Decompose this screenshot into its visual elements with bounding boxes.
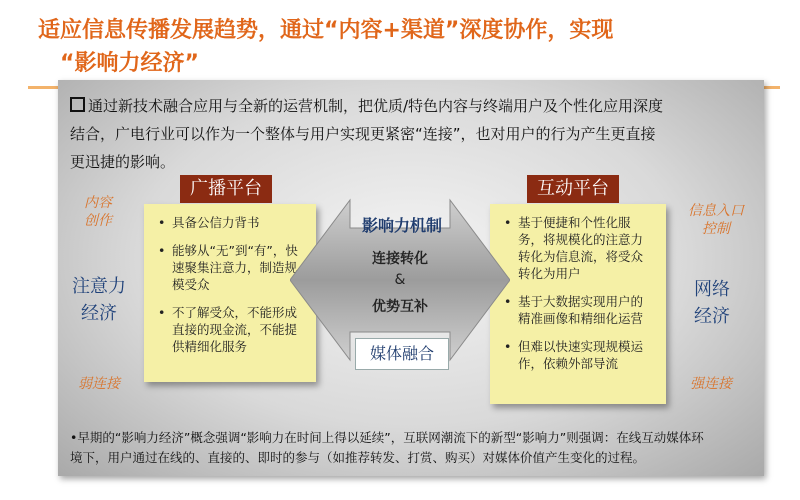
intro-line2: 结合，广电行业可以作为一个整体与用户实现更紧密“连接”，也对用户的行为产生更直接	[70, 125, 656, 143]
interactive-item: • 基于大数据实现用户的精准画像和精细化运营	[502, 293, 654, 327]
slide-title-line1: 适应信息传播发展趋势，通过“内容+渠道”深度协作，实现	[38, 18, 614, 43]
broadcast-item: • 具备公信力背书	[156, 214, 304, 231]
content-creation-label	[70, 194, 126, 230]
mechanism-title: 影响力机制	[361, 216, 442, 235]
network-economy-line1: 网络	[694, 279, 730, 300]
intro-text	[70, 92, 750, 176]
weak-connection-label: 弱连接	[78, 376, 120, 392]
footer-line1: •早期的“影响力经济”概念强调“影响力在时间上得以延续”，互联网潮流下的新型“影响力”则强调：在线互动媒体环	[70, 430, 704, 445]
broadcast-platform-title: 广播平台	[180, 175, 272, 203]
slide-title-line2: “影响力经济”	[60, 51, 199, 76]
slide-title	[38, 14, 778, 80]
intro-line3: 更迅捷的影响。	[70, 153, 176, 171]
strong-connection-label: 强连接	[690, 376, 732, 392]
attention-economy-label	[64, 273, 134, 327]
info-entry-line2: 控制	[702, 221, 730, 237]
interactive-item: • 基于便捷和个性化服务，将规模化的注意力转化为信息流，将受众转化为用户	[502, 214, 654, 282]
interactive-item: • 但难以快速实现规模运作，依赖外部导流	[502, 338, 654, 372]
square-bullet-icon	[70, 97, 85, 112]
interactive-platform-note	[490, 204, 666, 404]
mechanism-line2: 优势互补	[372, 299, 428, 315]
media-fusion-box: 媒体融合	[355, 338, 449, 370]
content-creation-line2: 创作	[84, 213, 112, 229]
attention-economy-line2: 经济	[81, 303, 117, 324]
mechanism-ampersand: &	[394, 272, 406, 288]
broadcast-item: • 能够从“无”到“有”，快速聚集注意力，制造规模受众	[156, 242, 304, 293]
intro-line1: 通过新技术融合应用与全新的运营机制，把优质/特色内容与终端用户及个性化应用深度	[88, 97, 664, 115]
interactive-platform-title: 互动平台	[527, 175, 619, 203]
footer-note	[70, 428, 760, 468]
attention-economy-line1: 注意力	[72, 276, 126, 297]
info-entry-control-label	[676, 202, 756, 238]
info-entry-line1: 信息入口	[688, 203, 744, 219]
mechanism-line1: 连接转化	[372, 251, 428, 267]
network-economy-label	[680, 276, 744, 330]
network-economy-line2: 经济	[694, 306, 730, 327]
broadcast-item: • 不了解受众，不能形成直接的现金流，不能提供精细化服务	[156, 304, 304, 355]
footer-line2: 境下，用户通过在线的、直接的、即时的参与（如推荐转发、打赏、购买）对媒体价值产生变化的过程。	[70, 450, 646, 465]
content-creation-line1: 内容	[84, 195, 112, 211]
